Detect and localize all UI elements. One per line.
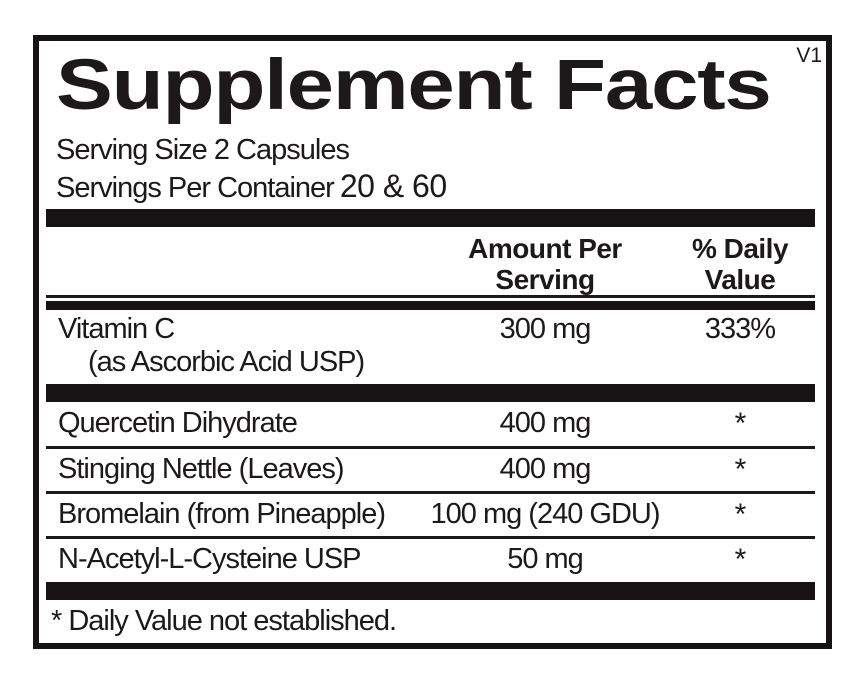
servings-per-container-label: Servings Per Container [56, 172, 334, 204]
label-title: Supplement Facts [56, 46, 771, 125]
ingredient-row-vitamin-c [46, 310, 815, 384]
daily-value-cell: * [734, 543, 746, 576]
ingredient-name: Quercetin Dihydrate [58, 407, 297, 439]
header-name-spacer [46, 233, 425, 295]
ingredient-row-bromelain [46, 491, 815, 536]
version-tag: V1 [796, 44, 822, 67]
amount-cell: 100 mg (240 GDU) [430, 498, 660, 530]
footnote-separator-bar [46, 582, 815, 600]
footnote-text: * Daily Value not established. [51, 605, 397, 637]
facts-header-row [46, 227, 815, 298]
amount-per-serving-header [425, 233, 665, 295]
amount-cell: 50 mg [507, 543, 583, 575]
serving-size-text: Serving Size 2 Capsules [56, 134, 349, 166]
daily-value-cell: * [734, 407, 746, 440]
amount-header-line1: Amount Per [468, 233, 622, 264]
ingredient-name: Bromelain (from Pineapple) [58, 498, 385, 530]
ingredient-name [46, 313, 425, 384]
ingredient-row-quercetin [46, 402, 815, 446]
amount-cell: 400 mg [499, 407, 591, 439]
ingredient-row-nac [46, 536, 815, 581]
daily-value-cell: * [734, 498, 746, 531]
dv-header-line2: Value [704, 264, 776, 295]
servings-per-container-text [56, 168, 815, 206]
serving-info [56, 132, 815, 206]
ingredient-name-note: (as Ascorbic Acid USP) [88, 346, 365, 378]
amount-header-line2: Serving [495, 264, 595, 295]
amount-cell: 400 mg [499, 453, 591, 485]
ingredient-name: Stinging Nettle (Leaves) [58, 453, 344, 485]
daily-value-cell: 333% [704, 313, 776, 345]
amount-cell: 300 mg [499, 313, 591, 345]
supplement-facts-label [33, 35, 832, 649]
ingredient-name: N-Acetyl-L-Cysteine USP [58, 543, 361, 575]
servings-count-value: 20 & 60 [339, 168, 447, 204]
dv-header-line1: % Daily [691, 233, 789, 264]
header-separator-bar [46, 301, 815, 310]
top-separator-bar [46, 209, 815, 227]
daily-value-header [665, 233, 815, 295]
section-separator-bar [46, 384, 815, 402]
daily-value-cell: * [734, 453, 746, 486]
ingredient-row-stinging-nettle [46, 446, 815, 491]
ingredient-name-main: Vitamin C [58, 313, 175, 345]
